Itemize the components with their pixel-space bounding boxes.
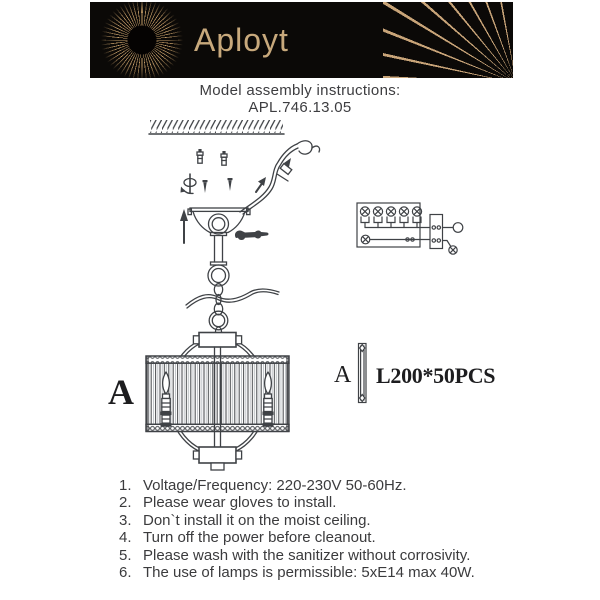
- list-item: [119, 547, 475, 564]
- item-text: The use of lamps is permissible: 5xE14 max 40W.: [143, 564, 475, 582]
- list-item: [119, 564, 475, 581]
- hanger-rod: [211, 233, 227, 266]
- terminal-screw-icon: [360, 207, 369, 228]
- screw-rotation-icon: [181, 174, 197, 193]
- model-number: APL.746.13.05: [248, 99, 352, 116]
- brand-name: Aployt: [194, 22, 289, 58]
- item-text: Voltage/Frequency: 220-230V 50-60Hz.: [143, 477, 407, 494]
- list-item: [119, 529, 475, 546]
- item-text: Turn off the power before cleanout.: [143, 529, 376, 547]
- anchor-icon: [197, 149, 203, 163]
- instruction-list: [119, 477, 475, 581]
- legend: [334, 344, 495, 403]
- item-number: 1.: [119, 477, 132, 494]
- crystal-rod-icon: [359, 344, 367, 403]
- list-item: [119, 512, 475, 529]
- hanging-wire: [186, 289, 279, 308]
- hanging-ring: [208, 265, 229, 286]
- list-item: [119, 477, 475, 494]
- ground-screw-icon: [361, 235, 370, 244]
- part-label: A: [108, 372, 134, 412]
- anchor-icon: [221, 151, 227, 165]
- list-item: [119, 494, 475, 511]
- terminal-screw-icon: [373, 207, 382, 228]
- item-number: 2.: [119, 494, 132, 512]
- wrench-icon: [235, 231, 269, 241]
- item-text: Please wear gloves to install.: [143, 494, 337, 512]
- screw-icon: [228, 178, 233, 191]
- item-number: 5.: [119, 546, 132, 564]
- item-number: 4.: [119, 529, 132, 547]
- ceiling-hatch: [149, 120, 284, 134]
- loop-symbol-icon: [453, 223, 463, 233]
- wiring-diagram: [357, 203, 463, 254]
- item-number: 3.: [119, 511, 132, 529]
- item-text: Don`t install it on the moist ceiling.: [143, 511, 371, 529]
- canopy-drawing: [188, 208, 250, 234]
- screw-icon: [203, 180, 208, 193]
- up-arrow-icon: [180, 209, 188, 243]
- chandelier-drawing: [146, 333, 289, 471]
- item-text: Please wash with the sanitizer without corrosivity.: [143, 546, 471, 564]
- legend-letter: A: [334, 362, 352, 388]
- item-number: 6.: [119, 564, 132, 582]
- legend-spec: L200*50PCS: [376, 363, 496, 388]
- page-title: Model assembly instructions:: [199, 82, 401, 99]
- terminal-screw-icon: [399, 207, 408, 228]
- diagonal-arrow-icon: [256, 177, 266, 192]
- terminal-screw-icon: [386, 207, 395, 228]
- lamp-symbol-icon: [449, 246, 457, 254]
- wire-assembly: [240, 141, 320, 214]
